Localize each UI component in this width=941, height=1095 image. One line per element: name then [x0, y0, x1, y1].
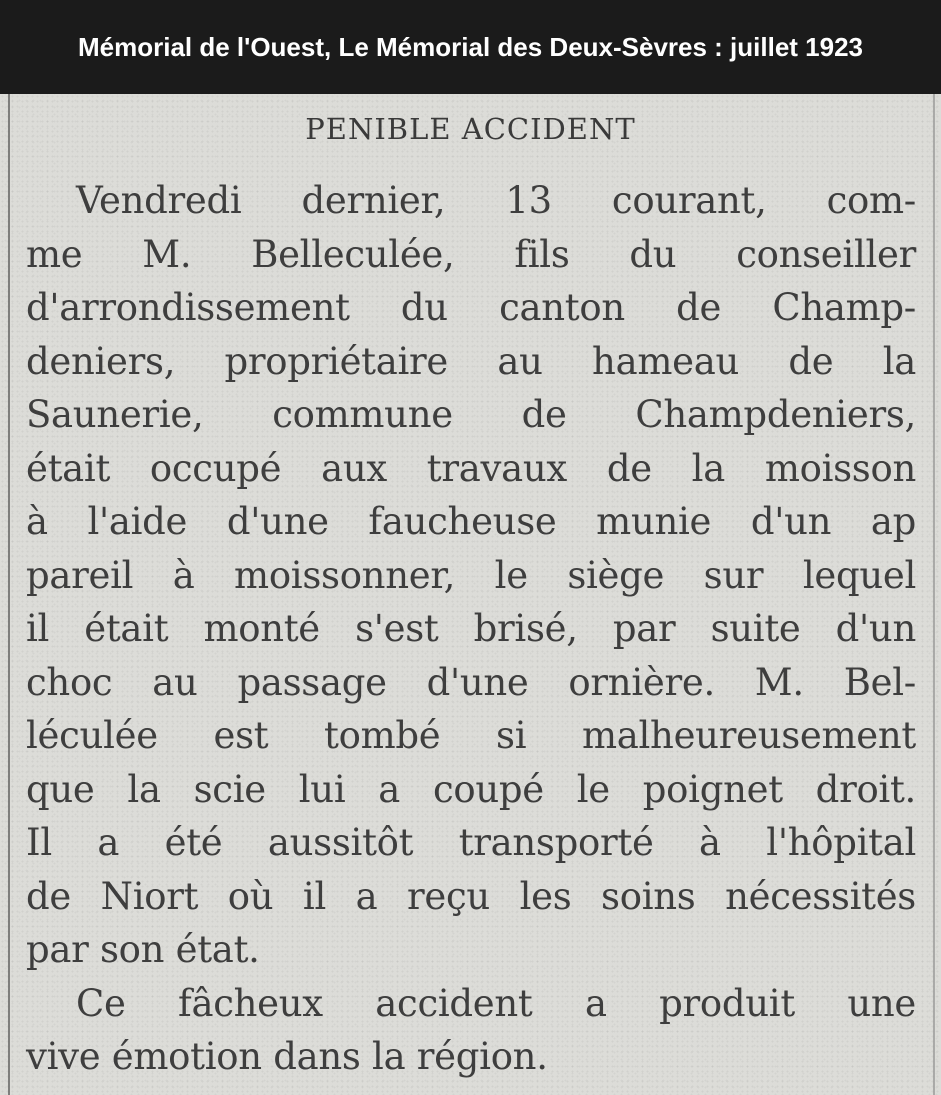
article-line: il était monté s'est brisé, par suite d'un: [26, 607, 916, 650]
article-line: à l'aide d'une faucheuse munie d'un ap: [26, 500, 916, 543]
article-line: pareil à moissonner, le siège sur lequel: [26, 553, 916, 597]
article-line: Ce fâcheux accident a produit une: [76, 981, 916, 1025]
article-line: Saunerie, commune de Champdeniers,: [26, 393, 916, 436]
article-headline: PENIBLE ACCIDENT: [305, 112, 636, 146]
window-title: Mémorial de l'Ouest, Le Mémorial des Deux-Sèvres : juillet 1923: [77, 31, 864, 62]
article-line: que la scie lui a coupé le poignet droit.: [26, 767, 916, 811]
article-line: deniers, propriétaire au hameau de la: [26, 339, 916, 383]
article-line: était occupé aux travaux de la moisson: [26, 446, 916, 490]
title-bar: [0, 0, 941, 94]
article-line: choc au passage d'une ornière. M. Bel-: [26, 660, 916, 704]
article-line: de Niort où il a reçu les soins nécessités: [26, 874, 916, 918]
clipping-right-edge: [933, 94, 935, 1095]
article-line: par son état.: [26, 928, 260, 971]
article-line: Vendredi dernier, 13 courant, com-: [76, 179, 916, 222]
article-line: d'arrondissement du canton de Champ-: [26, 286, 916, 329]
newspaper-clipping: [0, 94, 941, 1095]
article-line: Il a été aussitôt transporté à l'hôpital: [26, 821, 916, 864]
clipping-left-edge: [8, 94, 10, 1095]
article-line: léculée est tombé si malheureusement: [26, 714, 916, 757]
article-line: me M. Belleculée, fils du conseiller: [26, 232, 916, 276]
article-line: vive émotion dans la région.: [26, 1035, 548, 1078]
article-body: [26, 174, 916, 1084]
